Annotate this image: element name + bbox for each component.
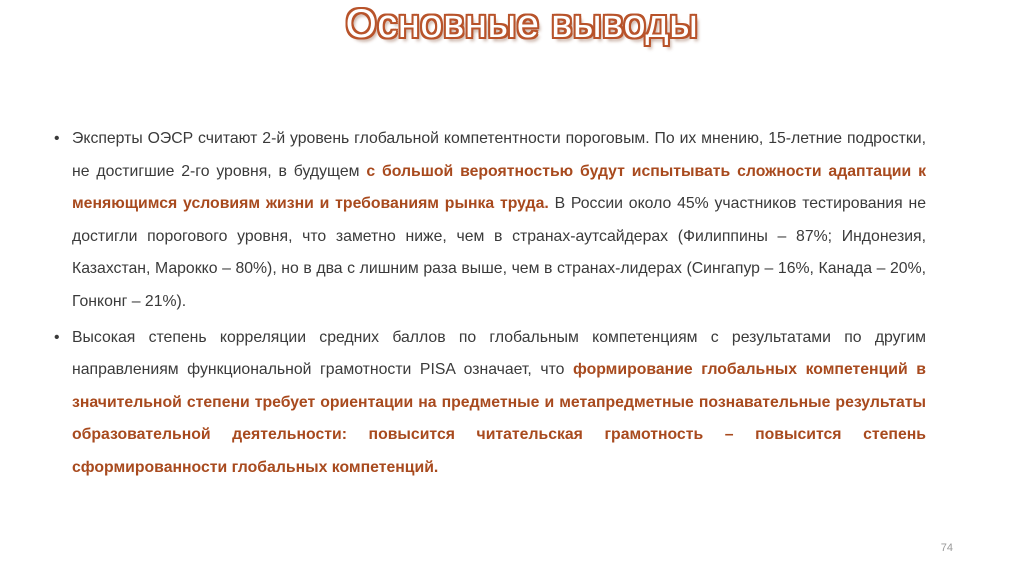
bullet-dot-icon: • <box>54 328 60 346</box>
bullet-highlight: с большой вероятностью будут испытывать сложности адаптации к меняющимся условиям жизни и требованиям рынка труда. <box>72 162 926 213</box>
bullet-text-continued: В России около 45% участников тестирования не достигли порогового уровня, что заметно ниже, чем в странах-аутсайдерах (Филиппины – 87%; Индонезия, Казахстан, Марокко – 80%), но в два с лишним раза выше, чем в странах-лидерах (Сингапур – 16%, Канада – 20%, Гонконг – 21%). <box>72 195 926 310</box>
bullet-text: Высокая степень корреляции средних баллов по глобальным компетенциям с результатами по другим направлениям функциональной грамотности PISA означает, что <box>72 328 926 379</box>
page-number: 74 <box>940 542 953 554</box>
bullet-dot-icon: • <box>54 130 60 147</box>
slide-title: Основные выводы <box>345 2 699 46</box>
bullet-item <box>54 322 926 485</box>
bullet-highlight: формирование глобальных компетенций в значительной степени требует ориентации на предметные и метапредметные познавательные результаты образовательной деятельности: повысится читательская грамотность – повысится степень сформированности глобальных компетенций. <box>72 361 926 476</box>
bullet-text: Эксперты ОЭСР считают 2-й уровень глобальной компетентности пороговым. По их мнению, 15-летние подростки, не достигшие 2-го уровня, в будущем <box>72 130 926 180</box>
slide-content <box>54 123 926 485</box>
bullet-item <box>54 123 926 319</box>
